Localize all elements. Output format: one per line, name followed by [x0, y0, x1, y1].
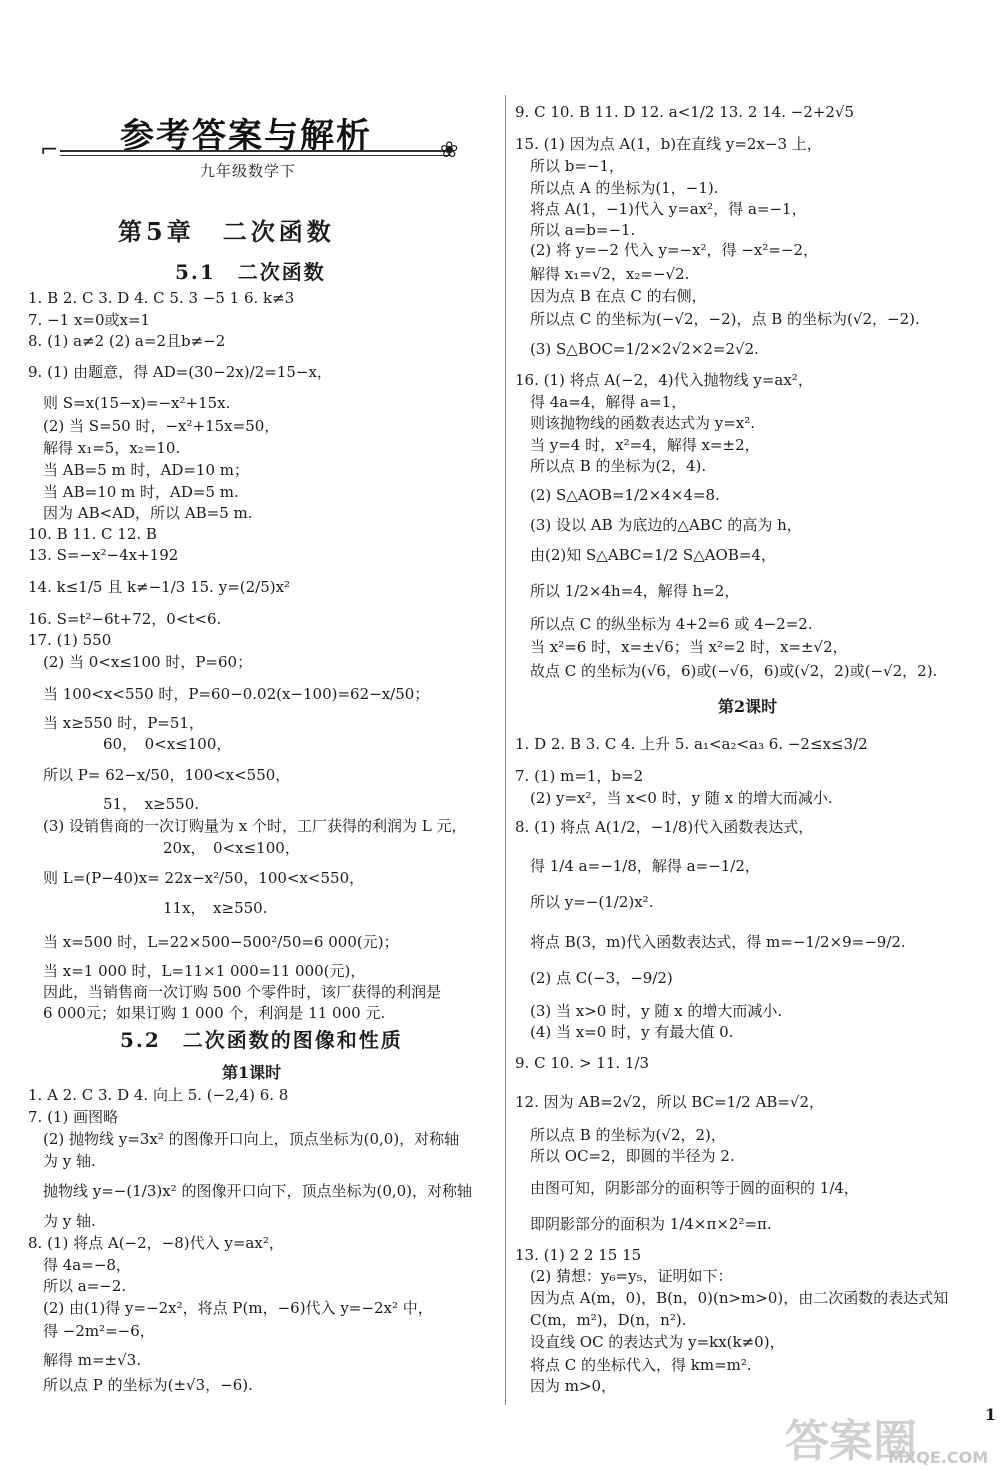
- answer-line: 14. k≤1/5 且 k≠−1/3 15. y=(2/5)x²: [28, 578, 291, 596]
- answer-line: (3) 设以 AB 为底边的△ABC 的高为 h，: [515, 516, 802, 534]
- answer-line: 解得 x₁=√2，x₂=−√2.: [515, 265, 690, 283]
- answer-line: 因为点 B 在点 C 的右侧，: [515, 287, 707, 305]
- answer-line: 所以 b=−1，: [515, 157, 625, 175]
- answer-line: 所以点 B 的坐标为(2，4).: [515, 457, 707, 475]
- answer-line: (2) 抛物线 y=3x² 的图像开口向上，顶点坐标为(0,0)，对称轴: [28, 1130, 460, 1148]
- answer-line: 将点 C 的坐标代入，得 km=m².: [515, 1356, 752, 1374]
- answer-line: 因此，当销售商一次订购 500 个零件时，该厂获得的利润是: [28, 983, 442, 1001]
- answer-line: 所以 P= 62−x/50，100<x<550，: [28, 766, 291, 784]
- answer-line: (2) 将 y=−2 代入 y=−x²，得 −x²=−2，: [515, 241, 819, 259]
- answer-line: 7. (1) m=1，b=2: [515, 767, 644, 785]
- answer-line: 即阴影部分的面积为 1/4×π×2²=π.: [515, 1215, 772, 1233]
- answer-line: 解得 x₁=5，x₂=10.: [28, 439, 181, 457]
- answer-line: 抛物线 y=−(1/3)x² 的图像开口向下，顶点坐标为(0,0)，对称轴: [28, 1182, 473, 1200]
- answer-line: 则该抛物线的函数表达式为 y=x².: [515, 414, 756, 432]
- answer-line: 所以点 C 的坐标为(−√2，−2)，点 B 的坐标为(√2，−2).: [515, 310, 920, 328]
- answer-line: 得 4a=−8，: [28, 1256, 131, 1274]
- section-title-5-2: 5.2 二次函数的图像和性质: [120, 1028, 403, 1052]
- answer-line: 则 L=(P−40)x= 22x−x²/50，100<x<550，: [28, 869, 365, 887]
- answer-line: 因为 AB<AD，所以 AB=5 m.: [28, 504, 253, 522]
- answer-line: (2) S△AOB=1/2×4×4=8.: [515, 486, 720, 504]
- answer-line: 设直线 OC 的表达式为 y=kx(k≠0)，: [515, 1333, 785, 1351]
- answer-line: (3) 当 x>0 时，y 随 x 的增大而减小.: [515, 1002, 783, 1020]
- header-subtitle: 九年级数学下: [200, 162, 297, 180]
- answer-line: C(m，m²)，D(n，n²).: [515, 1311, 687, 1329]
- answer-line: 所以 a=b=−1.: [515, 221, 636, 239]
- answer-line: 9. C 10. B 11. D 12. a<1/2 13. 2 14. −2+2√5: [515, 103, 855, 121]
- answer-line: 7. −1 x=0或x=1: [28, 311, 151, 329]
- answer-line: 所以 OC=2，即圆的半径为 2.: [515, 1147, 735, 1165]
- answer-line: 51， x≥550.: [28, 795, 200, 813]
- answer-line: 1. D 2. B 3. C 4. 上升 5. a₁<a₂<a₃ 6. −2≤x≤3/2: [515, 735, 868, 753]
- page-number: 1: [984, 1405, 996, 1424]
- answer-line: 则 S=x(15−x)=−x²+15x.: [28, 394, 231, 412]
- answer-line: 由(2)知 S△ABC=1/2 S△AOB=4，: [515, 546, 776, 564]
- answer-line: 7. (1) 画图略: [28, 1108, 119, 1126]
- answer-line: 因为 m>0，: [515, 1377, 617, 1395]
- answer-line: 将点 B(3，m)代入函数表达式，得 m=−1/2×9=−9/2.: [515, 933, 906, 951]
- answer-line: 10. B 11. C 12. B: [28, 525, 157, 543]
- left-swirl-ornament: ⌐: [40, 138, 59, 163]
- answer-line: 60， 0<x≤100，: [28, 735, 232, 753]
- answer-line: 所以 a=−2.: [28, 1277, 127, 1295]
- answer-line: 1. A 2. C 3. D 4. 向上 5. (−2,4) 6. 8: [28, 1086, 289, 1104]
- answer-line: 故点 C 的坐标为(√6，6)或(−√6，6)或(√2，2)或(−√2，2).: [515, 662, 938, 680]
- answer-line: (2) 点 C(−3，−9/2): [515, 969, 673, 987]
- answer-line: 得 1/4 a=−1/8，解得 a=−1/2，: [515, 857, 760, 875]
- answer-line: 当 AB=10 m 时，AD=5 m.: [28, 483, 239, 501]
- column-divider: [505, 95, 506, 1405]
- answer-line: (3) S△BOC=1/2×2√2×2=2√2.: [515, 340, 759, 358]
- answer-line: 9. (1) 由题意，得 AD=(30−2x)/2=15−x，: [28, 363, 332, 381]
- answer-line: 将点 A(1，−1)代入 y=ax²，得 a=−1，: [515, 200, 807, 218]
- answer-line: 17. (1) 550: [28, 631, 112, 649]
- answer-line: 13. S=−x²−4x+192: [28, 546, 179, 564]
- answer-line: 当 y=4 时，x²=4，解得 x=±2，: [515, 436, 760, 454]
- right-swirl-ornament: ❀: [440, 138, 459, 163]
- answer-line: 16. (1) 将点 A(−2，4)代入抛物线 y=ax²，: [515, 371, 813, 389]
- answer-line: 当 100<x<550 时，P=60−0.02(x−100)=62−x/50；: [28, 685, 430, 703]
- answer-line: 因为点 A(m，0)，B(n，0)(n>m>0)，由二次函数的表达式知: [515, 1289, 949, 1307]
- answer-line: 当 x≥550 时，P=51，: [28, 714, 204, 732]
- answer-line: 8. (1) a≠2 (2) a=2且b≠−2: [28, 332, 226, 350]
- answer-line: 解得 m=±√3.: [28, 1351, 141, 1369]
- answer-line: 当 AB=5 m 时，AD=10 m；: [28, 461, 250, 479]
- answer-line: 15. (1) 因为点 A(1，b)在直线 y=2x−3 上，: [515, 135, 822, 153]
- answer-line: 所以点 B 的坐标为(√2，2)，: [515, 1126, 726, 1144]
- answer-line: 当 x=1 000 时，L=11×1 000=11 000(元)，: [28, 962, 366, 980]
- answer-line: 所以点 P 的坐标为(±√3，−6).: [28, 1376, 253, 1394]
- answer-line: (2) 当 S=50 时，−x²+15x=50，: [28, 417, 280, 435]
- answer-line: 20x， 0<x≤100，: [28, 839, 300, 857]
- answer-line: (2) 猜想：y₆=y₅，证明如下：: [515, 1267, 733, 1285]
- answer-line: 9. C 10. > 11. 1/3: [515, 1054, 650, 1072]
- answer-line: 所以点 C 的纵坐标为 4+2=6 或 4−2=2.: [515, 615, 813, 633]
- header-title: 参考答案与解析: [120, 116, 372, 156]
- answer-line: 所以 1/2×4h=4，解得 h=2，: [515, 582, 740, 600]
- header-rule: [60, 150, 450, 156]
- watermark-url: MXQE.COM: [888, 1448, 989, 1467]
- lesson-title-2: 第2课时: [718, 697, 778, 716]
- answer-line: 6 000元；如果订购 1 000 个，利润是 11 000 元.: [28, 1004, 386, 1022]
- answer-line: 所以 y=−(1/2)x².: [515, 893, 654, 911]
- lesson-title-1: 第1课时: [222, 1063, 282, 1082]
- answer-line: 8. (1) 将点 A(1/2，−1/8)代入函数表达式，: [515, 818, 814, 836]
- answer-line: 12. 因为 AB=2√2，所以 BC=1/2 AB=√2，: [515, 1093, 825, 1111]
- answer-line: 为 y 轴.: [28, 1152, 96, 1170]
- answer-line: (2) y=x²，当 x<0 时，y 随 x 的增大而减小.: [515, 789, 833, 807]
- answer-line: 得 4a=4，解得 a=1，: [515, 393, 687, 411]
- answer-line: 16. S=t²−6t+72，0<t<6.: [28, 610, 222, 628]
- answer-line: 8. (1) 将点 A(−2，−8)代入 y=ax²，: [28, 1234, 284, 1252]
- answer-line: 为 y 轴.: [28, 1212, 96, 1230]
- answer-line: (2) 当 0<x≤100 时，P=60；: [28, 653, 253, 671]
- answer-line: 得 −2m²=−6，: [28, 1322, 155, 1340]
- answer-line: 所以点 A 的坐标为(1，−1).: [515, 179, 719, 197]
- watermark-logo: 答案圈: [785, 1416, 917, 1467]
- answer-line: 当 x=500 时，L=22×500−500²/50=6 000(元)；: [28, 933, 399, 951]
- answer-line: 当 x²=6 时，x=±√6；当 x²=2 时，x=±√2，: [515, 638, 848, 656]
- answer-line: 由图可知，阴影部分的面积等于圆的面积的 1/4，: [515, 1179, 859, 1197]
- answer-line: 13. (1) 2 2 15 15: [515, 1246, 642, 1264]
- answer-line: (2) 由(1)得 y=−2x²，将点 P(m，−6)代入 y=−2x² 中，: [28, 1299, 433, 1317]
- section-title-5-1: 5.1 二次函数: [175, 260, 326, 284]
- chapter-title: 第5章 二次函数: [118, 217, 335, 246]
- answer-line: 1. B 2. C 3. D 4. C 5. 3 −5 1 6. k≠3: [28, 289, 295, 307]
- answer-line: (3) 设销售商的一次订购量为 x 个时，工厂获得的利润为 L 元，: [28, 817, 467, 835]
- answer-line: (4) 当 x=0 时，y 有最大值 0.: [515, 1023, 734, 1041]
- answer-line: 11x， x≥550.: [28, 899, 268, 917]
